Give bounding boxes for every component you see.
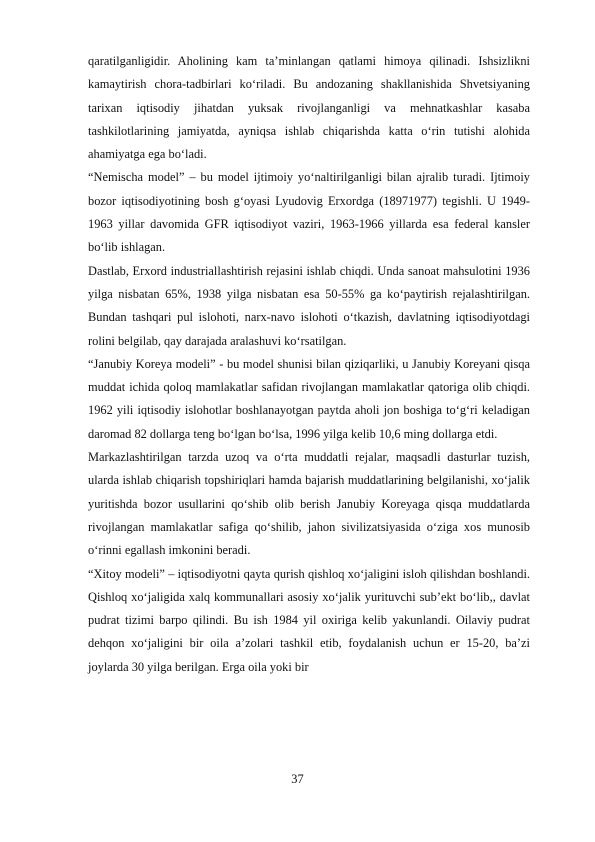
document-page-body bbox=[88, 50, 530, 679]
page-number: 37 bbox=[291, 772, 304, 786]
paragraph-nemischa-model: “Nemischa model” – bu model ijtimoiy yo‘naltirilganligi bilan ajralib turadi. Ijtimoiy bozor iqtisodiyotining bosh g‘oyasi Lyudovig Erxordga (18971977) tegishli. U 1949-1963 yillar davomida GFR iqtisodiyot vaziri, 1963-1966 yillarda esa federal kansler bo‘lib ishlagan. bbox=[88, 170, 530, 255]
paragraph-erxord-industrialization: Dastlab, Erxord industriallashtirish rejasini ishlab chiqdi. Unda sanoat mahsulotini 1936 yilga nisbatan 65%, 1938 yilga nisbatan esa 50-55% ga ko‘paytirish rejalashtirilgan. Bundan tashqari pul islohoti, narx-navo islohoti o‘tkazish, davlatning iqtisodiyotdagi rolini belgilab, qay darajada aralashuvi ko‘rsatilgan. bbox=[88, 263, 530, 348]
paragraph-xitoy-model: “Xitoy modeli” – iqtisodiyotni qayta qurish qishloq xo‘jaligini isloh qilishdan boshlandi. Qishloq xo‘jaligida xalq kommunallari asosiy xo‘jalik yurituvchi sub’ekt bo‘lib,, davlat pudrat tizimi barpo qilindi. Bu ish 1984 yil oxiriga kelib yakunlandi. Oilaviy pudrat dehqon xo‘jaligini bir oila a’zolari tashkil etib, foydalanish uchun er 15-20, ba’zi joylarda 30 yilga berilgan. Erga oila yoki bir bbox=[88, 566, 530, 674]
paragraph-janubiy-koreya-model: “Janubiy Koreya modeli” - bu model shunisi bilan qiziqarliki, u Janubiy Koreyani qisqa muddat ichida qoloq mamlakatlar safidan rivojlangan mamlakatlar qatoriga olib chiqdi. 1962 yili iqtisodiy islohotlar boshlanayotgan paytda aholi jon boshiga to‘g‘ri keladigan daromad 82 dollarga teng bo‘lgan bo‘lsa, 1996 yilga kelib 10,6 ming dollarga etdi. bbox=[88, 356, 530, 441]
paragraph-shvetsiya-model: qaratilganligidir. Aholining kam ta’minlangan qatlami himoya qilinadi. Ishsizlikni kamaytirish chora-tadbirlari ko‘riladi. Bu andozaning shakllanishida Shvetsiyaning tarixan iqtisodiy jihatdan yuksak rivojlanganligi va mehnatkashlar kasaba tashkilotlarining jamiyatda, ayniqsa ishlab chiqarishda katta o‘rin tutishi alohida ahamiyatga ega bo‘ladi. bbox=[88, 54, 530, 162]
paragraph-koreya-planning: Markazlashtirilgan tarzda uzoq va o‘rta muddatli rejalar, maqsadli dasturlar tuzish, ularda ishlab chiqarish topshiriqlari hamda bajarish muddatlarining belgilanishi, xo‘jalik yuritishda bozor usullarini qo‘shib olib berish Janubiy Koreyaga qisqa muddatlarda rivojlangan mamlakatlar safiga qo‘shilib, jahon sivilizatsiyasida o‘ziga xos munosib o‘rinni egallash imkonini beradi. bbox=[88, 450, 530, 558]
